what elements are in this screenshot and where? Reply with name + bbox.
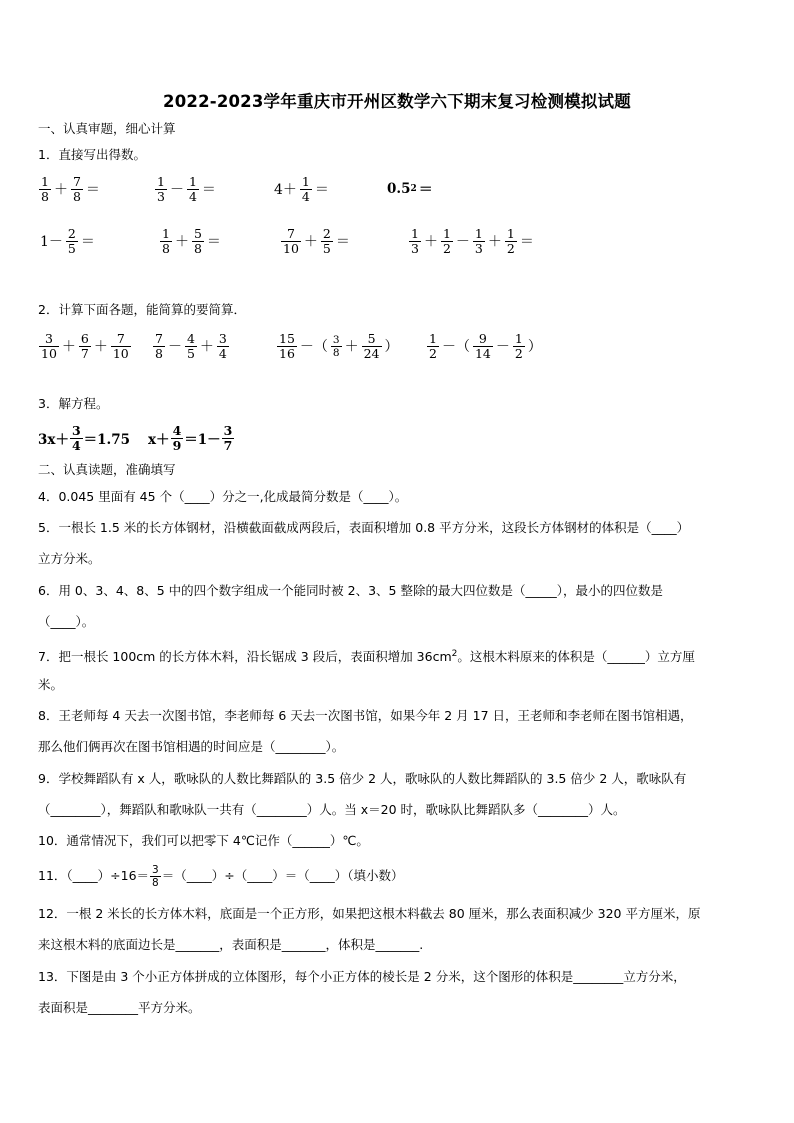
question-10: 10．通常情况下，我们可以把零下 4℃记作（______）℃。 — [38, 833, 369, 848]
section-two-heading: 二、认真读题，准确填写 — [38, 462, 176, 477]
page-title: 2022-2023学年重庆市开州区数学六下期末复习检测模拟试题 — [163, 92, 631, 111]
section-one-heading: 一、认真审题，细心计算 — [38, 121, 176, 136]
question-5-line-1: 5．一根长 1.5 米的长方体钢材，沿横截面截成两段后，表面积增加 0.8 平方分米，这段长方体钢材的体积是（____） — [38, 520, 690, 535]
question-12-line-1: 12．一根 2 米长的长方体木料，底面是一个正方形，如果把这根木料截去 80 厘米，那么表面积减少 320 平方厘米，原 — [38, 906, 701, 921]
question-3-label: 3．解方程。 — [38, 396, 109, 411]
q2-expr-1: $\frac{3}{10}$ ＋ $\frac{6}{7}$ ＋ $\frac{7}{10}$ — [41, 330, 129, 361]
q3-equation-2: x＋ $\frac{4}{9}$ ＝1－ $\frac{3}{7}$ — [148, 422, 233, 453]
question-1-label: 1．直接写出得数。 — [38, 147, 146, 162]
q1-expr-7: $\frac{7}{10}$ ＋ $\frac{2}{5}$ ＝ — [283, 225, 350, 256]
question-12-line-2: 来这根木料的底面边长是_______，表面积是_______，体积是_______. — [38, 937, 424, 952]
q1-expr-5: 1－ $\frac{2}{5}$ ＝ — [40, 225, 95, 256]
q1-expr-6: $\frac{1}{8}$ ＋ $\frac{5}{8}$ ＝ — [162, 225, 221, 256]
q1-expr-1: $\frac{1}{8}$ ＋ $\frac{7}{8}$ ＝ — [41, 173, 100, 204]
question-13-line-2: 表面积是________平方分米。 — [38, 1000, 201, 1015]
q1-expr-3: 4＋ $\frac{1}{4}$ ＝ — [274, 173, 329, 204]
question-7-line-2: 米。 — [38, 677, 64, 692]
question-9-line-2: （________），舞蹈队和歌咏队一共有（________）人。当 x＝20 时，歌咏队比舞蹈队多（________）人。 — [38, 802, 626, 817]
question-6-line-1: 6．用 0、3、4、8、5 中的四个数字组成一个能同时被 2、3、5 整除的最大四位数是（_____），最小的四位数是 — [38, 583, 663, 598]
question-6-line-2: （____）。 — [38, 614, 95, 629]
question-9-line-1: 9．学校舞蹈队有 x 人，歌咏队的人数比舞蹈队的 3.5 倍少 2 人，歌咏队的人数比舞蹈队的 3.5 倍少 2 人，歌咏队有 — [38, 771, 687, 786]
q2-expr-2: $\frac{7}{8}$ － $\frac{4}{5}$ ＋ $\frac{3}{4}$ — [155, 330, 227, 361]
q2-expr-4: $\frac{1}{2}$ －（ $\frac{9}{14}$ － $\frac{1}{2}$ ） — [429, 330, 542, 361]
question-4: 4．0.045 里面有 45 个（____）分之一,化成最简分数是（____）。 — [38, 489, 408, 504]
q3-equation-1: 3x＋ $\frac{3}{4}$ ＝1.75 — [38, 422, 131, 453]
question-7-line-1: 7．把一根长 100cm 的长方体木料，沿长锯成 3 段后，表面积增加 $36cm^2$。这根木料原来的体积是（______）立方厘 — [38, 649, 695, 665]
question-2-label: 2．计算下面各题，能简算的要简算． — [38, 302, 246, 317]
question-8-line-2: 那么他们俩再次在图书馆相遇的时间应是（________）。 — [38, 739, 345, 754]
question-11: 11．（____）÷16＝ $\frac{3}{8}$ ＝（____）÷（____）＝（____）（填小数） — [38, 863, 404, 889]
q1-expr-8: $\frac{1}{3}$ ＋ $\frac{1}{2}$ － $\frac{1}{3}$ ＋ $\frac{1}{2}$ ＝ — [411, 225, 534, 256]
question-8-line-1: 8．王老师每 4 天去一次图书馆，李老师每 6 天去一次图书馆，如果今年 2 月 17 日，王老师和李老师在图书馆相遇， — [38, 708, 693, 723]
question-13-line-1: 13．下图是由 3 个小正方体拼成的立体图形，每个小正方体的棱长是 2 分米，这个图形的体积是________立方分米， — [38, 969, 686, 984]
q1-expr-2: $\frac{1}{3}$ － $\frac{1}{4}$ ＝ — [157, 173, 216, 204]
q1-expr-4: 0.5 2 ＝ — [387, 181, 433, 198]
q2-expr-3: $\frac{15}{16}$ －（ $\frac{3}{8}$ ＋ $\frac{5}{24}$ ） — [279, 330, 399, 361]
question-5-line-2: 立方分米。 — [38, 551, 101, 566]
